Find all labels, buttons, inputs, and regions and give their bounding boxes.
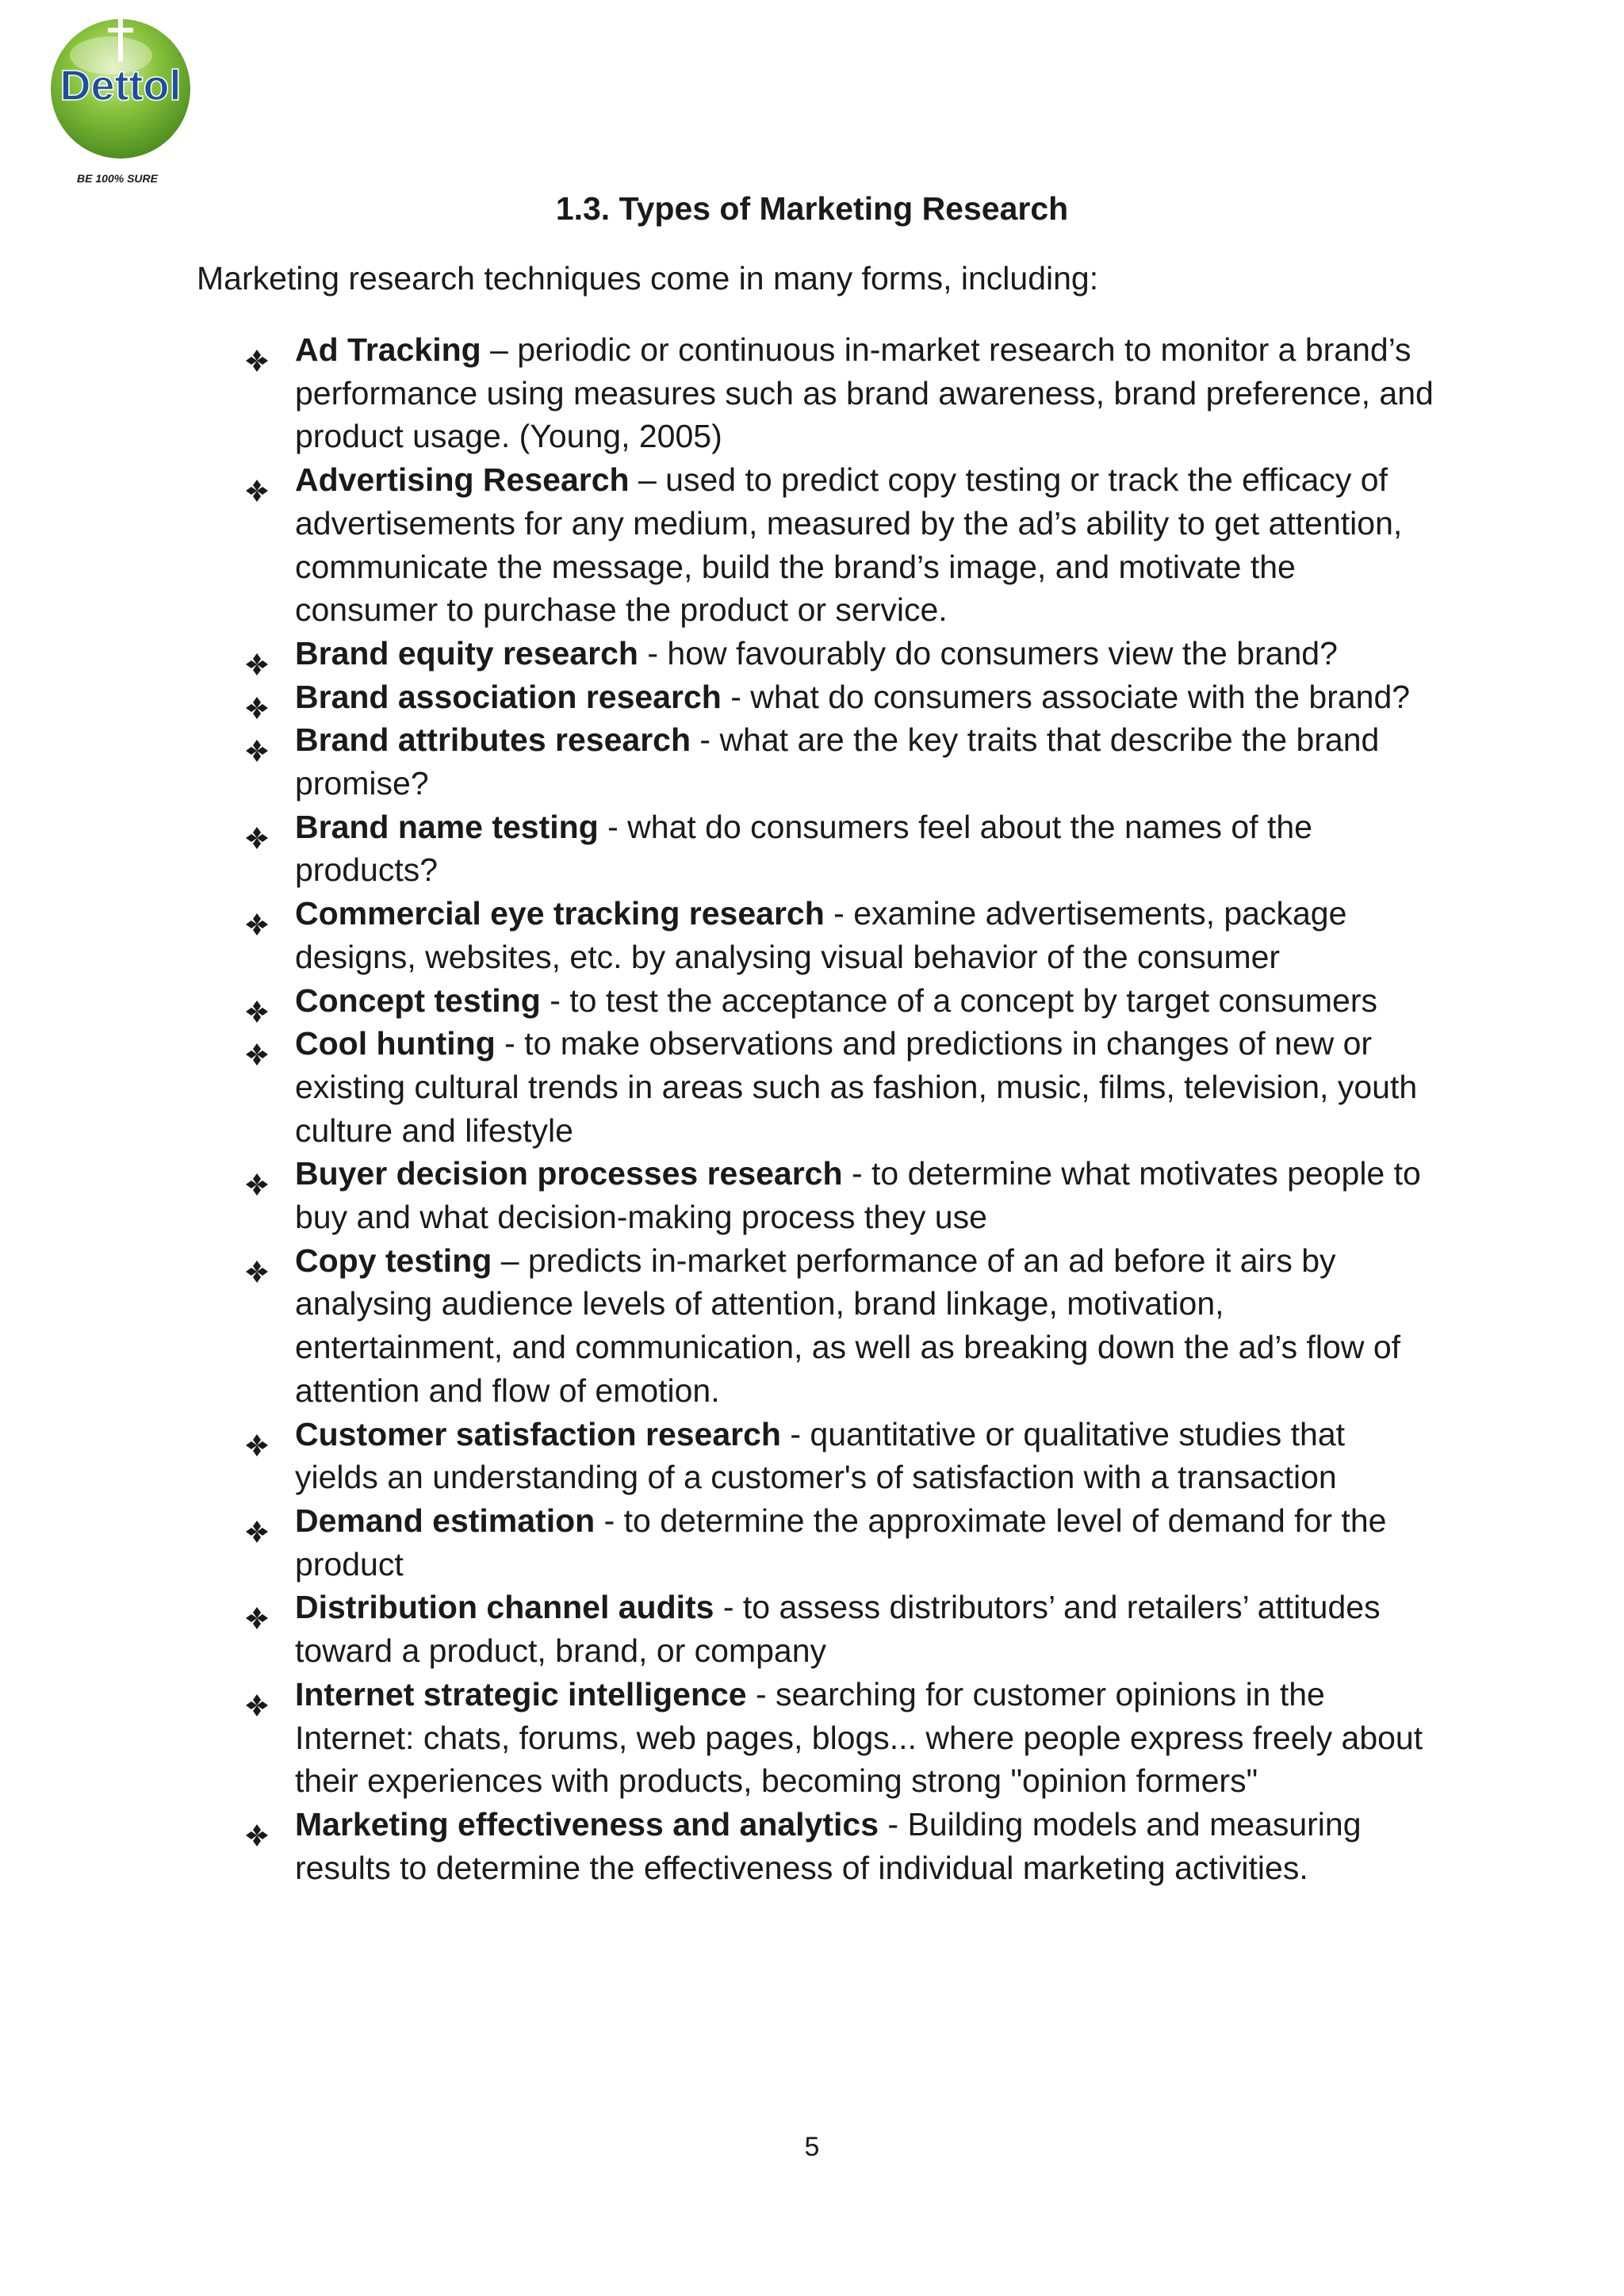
four-diamond-bullet-icon — [246, 1814, 268, 1836]
intro-text: Marketing research techniques come in many forms, including: — [197, 260, 1099, 297]
item-description: - what do consumers feel about the names of the products? — [295, 808, 1312, 889]
item-term: Cool hunting — [295, 1025, 496, 1062]
four-diamond-bullet-icon — [246, 643, 268, 665]
four-diamond-bullet-icon — [246, 687, 268, 709]
four-diamond-bullet-icon — [246, 1033, 268, 1055]
item-term: Customer satisfaction research — [295, 1415, 781, 1452]
item-term: Marketing effectiveness and analytics — [295, 1805, 879, 1843]
list-item — [246, 458, 1435, 632]
list-item — [246, 1586, 1435, 1672]
item-description: - what are the key traits that describe the brand promise? — [295, 721, 1380, 802]
item-description: - quantitative or qualitative studies that yields an understanding of a customer's of satisfaction with a transaction — [295, 1415, 1346, 1496]
item-term: Brand equity research — [295, 634, 638, 672]
item-term: Ad Tracking — [295, 331, 481, 368]
four-diamond-bullet-icon — [246, 1424, 268, 1446]
item-description: - Building models and measuring results to determine the effectiveness of individual marketing activities. — [295, 1805, 1362, 1886]
four-diamond-bullet-icon — [246, 1510, 268, 1533]
item-description: - to determine the approximate level of demand for the product — [295, 1502, 1387, 1582]
page-number: 5 — [804, 2132, 820, 2162]
list-item — [246, 1803, 1435, 1889]
list-item — [246, 1022, 1435, 1152]
item-term: Internet strategic intelligence — [295, 1675, 747, 1712]
item-description: – used to predict copy testing or track the efficacy of advertisements for any medium, measured by the ad’s ability to get attention, communicate the message, build the brand’s image, and motivate the consumer to purchase the product or service. — [295, 461, 1403, 629]
item-term: Demand estimation — [295, 1502, 596, 1539]
item-description: - how favourably do consumers view the brand? — [638, 634, 1338, 672]
four-diamond-bullet-icon — [246, 729, 268, 752]
list-item — [246, 1673, 1435, 1803]
item-term: Copy testing — [295, 1242, 492, 1279]
four-diamond-bullet-icon — [246, 1684, 268, 1706]
four-diamond-bullet-icon — [246, 903, 268, 925]
item-description: – predicts in-market performance of an ad before it airs by analysing audience levels of attention, brand linkage, motivation, entertainment, and communication, as well as breaking down the ad’s flow of attention and flow of emotion. — [295, 1242, 1401, 1409]
item-description: - to determine what motivates people to buy and what decision-making process they use — [295, 1155, 1421, 1236]
four-diamond-bullet-icon — [246, 1163, 268, 1185]
logo-tagline: BE 100% SURE — [77, 172, 158, 185]
list-item — [246, 718, 1435, 805]
four-diamond-bullet-icon — [246, 990, 268, 1012]
item-term: Brand association research — [295, 678, 722, 715]
list-item — [246, 806, 1435, 892]
research-types-list — [246, 328, 1435, 1889]
list-item — [246, 1239, 1435, 1413]
item-term: Concept testing — [295, 982, 541, 1019]
four-diamond-bullet-icon — [246, 1597, 268, 1619]
list-item — [246, 328, 1435, 458]
item-description: - what do consumers associate with the brand? — [721, 678, 1411, 715]
four-diamond-bullet-icon — [246, 817, 268, 839]
item-term: Buyer decision processes research — [295, 1155, 843, 1192]
dettol-logo — [41, 6, 200, 189]
item-description: - to test the acceptance of a concept by target consumers — [540, 982, 1377, 1019]
item-description: - to assess distributors’ and retailers’ attitudes toward a product, brand, or company — [295, 1589, 1381, 1670]
item-term: Brand name testing — [295, 808, 599, 845]
item-term: Commercial eye tracking research — [295, 895, 825, 932]
item-term: Brand attributes research — [295, 721, 691, 759]
item-term: Distribution channel audits — [295, 1589, 714, 1626]
list-item — [246, 1152, 1435, 1238]
four-diamond-bullet-icon — [246, 1250, 268, 1272]
list-item — [246, 1499, 1435, 1586]
four-diamond-bullet-icon — [246, 339, 268, 362]
item-description: - to make observations and predictions in changes of new or existing cultural trends in areas such as fashion, music, films, television, youth culture and lifestyle — [295, 1025, 1418, 1149]
item-description: - searching for customer opinions in the Internet: chats, forums, web pages, blogs... where people express freely about their experiences with products, becoming strong "opinion formers" — [295, 1675, 1423, 1800]
logo-wordmark: Dettol — [59, 62, 182, 109]
list-item — [246, 675, 1435, 719]
list-item — [246, 1413, 1435, 1499]
item-description: - examine advertisements, package designs, websites, etc. by analysing visual behavior of the consumer — [295, 895, 1347, 975]
item-term: Advertising Research — [295, 461, 630, 499]
section-title: 1.3. Types of Marketing Research — [555, 190, 1069, 227]
list-item — [246, 892, 1435, 978]
list-item — [246, 632, 1435, 675]
list-item — [246, 979, 1435, 1023]
four-diamond-bullet-icon — [246, 469, 268, 492]
item-description: – periodic or continuous in-market research to monitor a brand’s performance using measures such as brand awareness, brand preference, and product usage. (Young, 2005) — [295, 331, 1434, 455]
